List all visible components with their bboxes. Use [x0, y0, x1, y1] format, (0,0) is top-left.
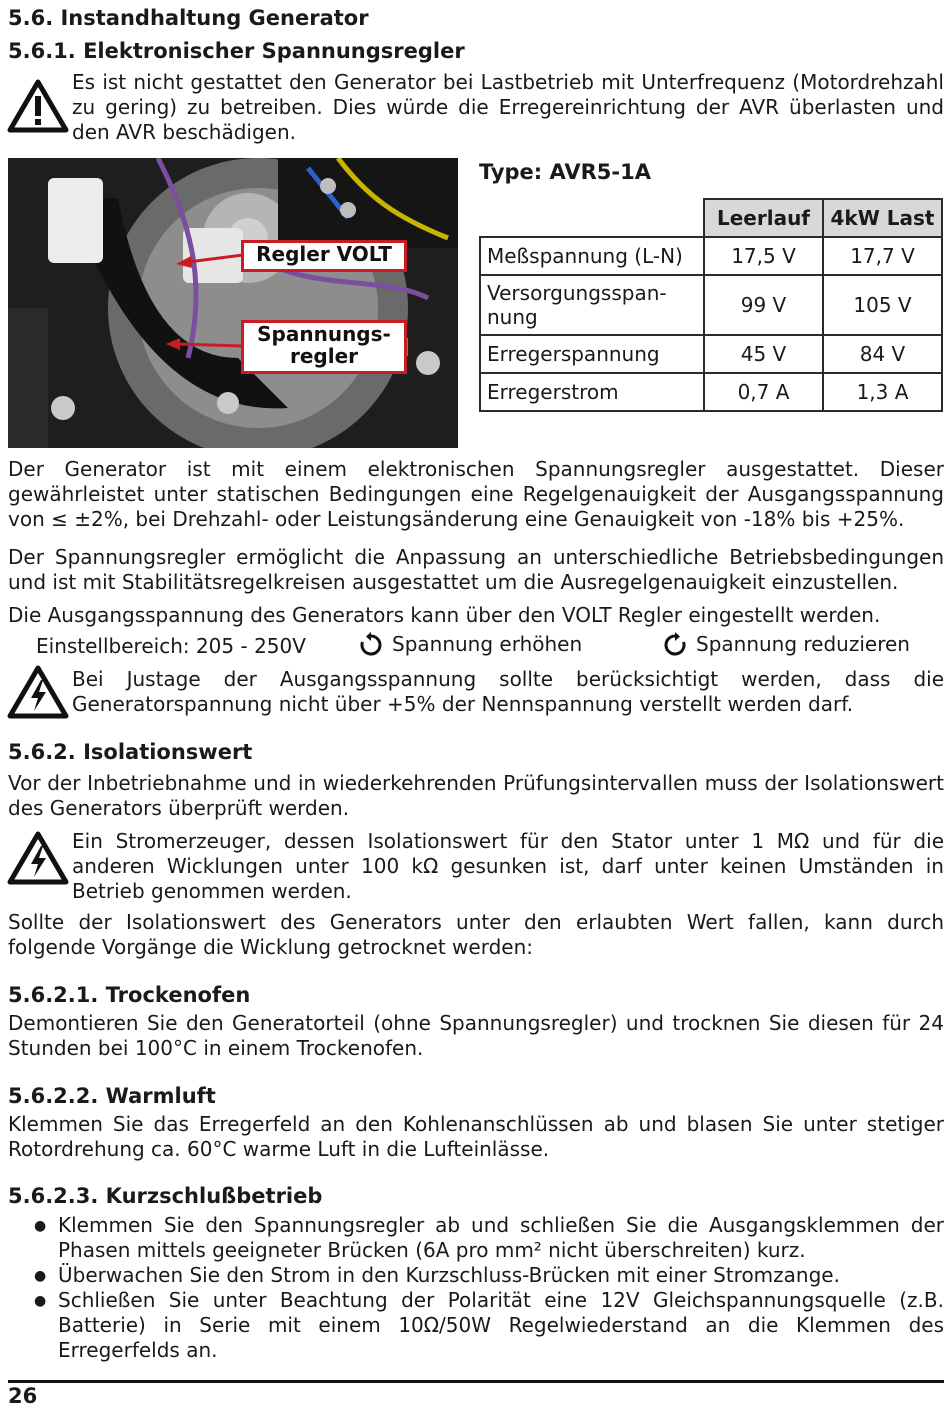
paragraph-trocknung: Sollte der Isolationswert des Generators unter den erlaubten Wert fallen, kann durch folgende Vorgänge die Wicklung getrocknet werden: [8, 910, 944, 959]
table-row [480, 335, 942, 373]
subsection-title-5-6-2-1: 5.6.2.1. Trockenofen [8, 983, 251, 1007]
kurzschluss-steps-list [34, 1213, 944, 1363]
warning-exclamation-icon [7, 78, 69, 134]
table-cell: 99 V [704, 275, 823, 335]
callout-spannungsregler-line-1: Spannungs- [257, 322, 391, 346]
subsection-title-5-6-2-3: 5.6.2.3. Kurzschlußbetrieb [8, 1184, 323, 1208]
subsection-title-5-6-2: 5.6.2. Isolationswert [8, 740, 253, 764]
increase-text: Spannung erhöhen [392, 632, 583, 656]
table-row-label-line-2: nung [487, 305, 538, 329]
table-row-label: Erregerstrom [480, 373, 704, 411]
list-item: ● Schließen Sie unter Beachtung der Polarität eine 12V Gleichspannungsquelle (z.B. Batterie) in Serie mit einem 10Ω/50W Regelwiederstand an die Klemmen des Erregerfelds an. [34, 1288, 944, 1363]
table-cell: 105 V [823, 275, 942, 335]
warning-text-underfrequency: Es ist nicht gestattet den Generator bei Lastbetrieb mit Unterfrequenz (Motordrehzahl zu gering) zu betreiben. Dies würde die Erregereinrichtung der AVR überlasten und den AVR beschädigen. [72, 70, 944, 144]
range-text: Einstellbereich: 205 - 250V [36, 634, 306, 658]
table-row [480, 373, 942, 411]
table-row-label-line-1: Versorgungsspan- [487, 281, 667, 305]
warning-text-isolation: Ein Stromerzeuger, dessen Isolationswert für den Stator unter 1 MΩ und für die anderen Wicklungen unter 100 kΩ gesunken ist, darf unter keinen Umständen in Betrieb genommen werden. [72, 829, 944, 903]
rotate-counterclockwise-icon [662, 632, 688, 658]
warning-high-voltage-icon [7, 830, 69, 886]
rotate-clockwise-icon [358, 632, 384, 658]
subsection-title-5-6-1: 5.6.1. Elektronischer Spannungsregler [8, 39, 465, 63]
avr-photo [8, 158, 458, 448]
table-header-blank [480, 199, 704, 237]
table-header-row [480, 199, 942, 237]
table-cell: 0,7 A [704, 373, 823, 411]
warning-high-voltage-icon [7, 664, 69, 720]
avr-spec-table [479, 198, 943, 412]
list-item: ● Klemmen Sie den Spannungsregler ab und schließen Sie die Ausgangsklemmen der Phasen mittels geeigneter Brücken (6A pro mm² nicht überschreiten) kurz. [34, 1213, 944, 1263]
table-row-label: Erregerspannung [480, 335, 704, 373]
paragraph-stabilitaet: Der Spannungsregler ermöglicht die Anpassung an unterschiedliche Betriebsbedingungen und ist mit Stabilitätsregelkreisen ausgestattet um die Ausregelgenauigkeit einzustellen. [8, 545, 944, 594]
table-row [480, 275, 942, 335]
table-cell: 45 V [704, 335, 823, 373]
table-row [480, 237, 942, 275]
list-item: ● Überwachen Sie den Strom in den Kurzschluss-Brücken mit einer Stromzange. [34, 1263, 944, 1288]
page-number: 26 [8, 1384, 38, 1408]
table-cell: 17,7 V [823, 237, 942, 275]
warning-text-voltage-adjustment: Bei Justage der Ausgangsspannung sollte berücksichtigt werden, dass die Generatorspannung nicht über +5% der Nennspannung verstellt werden darf. [72, 667, 944, 716]
callout-spannungsregler-line-2: regler [289, 344, 359, 368]
paragraph-isolationswert: Vor der Inbetriebnahme und in wiederkehrenden Prüfungsintervallen muss der Isolationswert des Generators überprüft werden. [8, 771, 944, 820]
callout-spannungsregler [241, 320, 407, 374]
table-cell: 1,3 A [823, 373, 942, 411]
table-row-label [480, 275, 704, 335]
paragraph-warmluft: Klemmen Sie das Erregerfeld an den Kohlenanschlüssen ab und blasen Sie unter stetiger Rotordrehung ca. 60°C warme Luft in die Lufteinlässe. [8, 1112, 944, 1161]
table-cell: 17,5 V [704, 237, 823, 275]
section-title: 5.6. Instandhaltung Generator [8, 6, 369, 30]
paragraph-regelgenauigkeit: Der Generator ist mit einem elektronischen Spannungsregler ausgestattet. Dieser gewährleistet unter statischen Bedingungen eine Regelgenauigkeit der Ausgangsspannung von ≤ ±2%, bei Drehzahl- oder Leistungsänderung eine Genauigkeit von -18% bis +25%. [8, 457, 944, 531]
footer-rule [8, 1380, 944, 1383]
paragraph-volt-regler: Die Ausgangsspannung des Generators kann über den VOLT Regler eingestellt werden. [8, 603, 881, 627]
table-cell: 84 V [823, 335, 942, 373]
paragraph-trockenofen: Demontieren Sie den Generatorteil (ohne Spannungsregler) und trocknen Sie diesen für 24 Stunden bei 100°C in einem Trockenofen. [8, 1011, 944, 1060]
callout-regler-volt: Regler VOLT [241, 240, 407, 272]
subsection-title-5-6-2-2: 5.6.2.2. Warmluft [8, 1084, 216, 1108]
table-header-leerlauf: Leerlauf [704, 199, 823, 237]
table-row-label: Meßspannung (L-N) [480, 237, 704, 275]
decrease-text: Spannung reduzieren [696, 632, 910, 656]
type-label: Type: AVR5-1A [479, 160, 651, 184]
table-header-4kw-last: 4kW Last [823, 199, 942, 237]
